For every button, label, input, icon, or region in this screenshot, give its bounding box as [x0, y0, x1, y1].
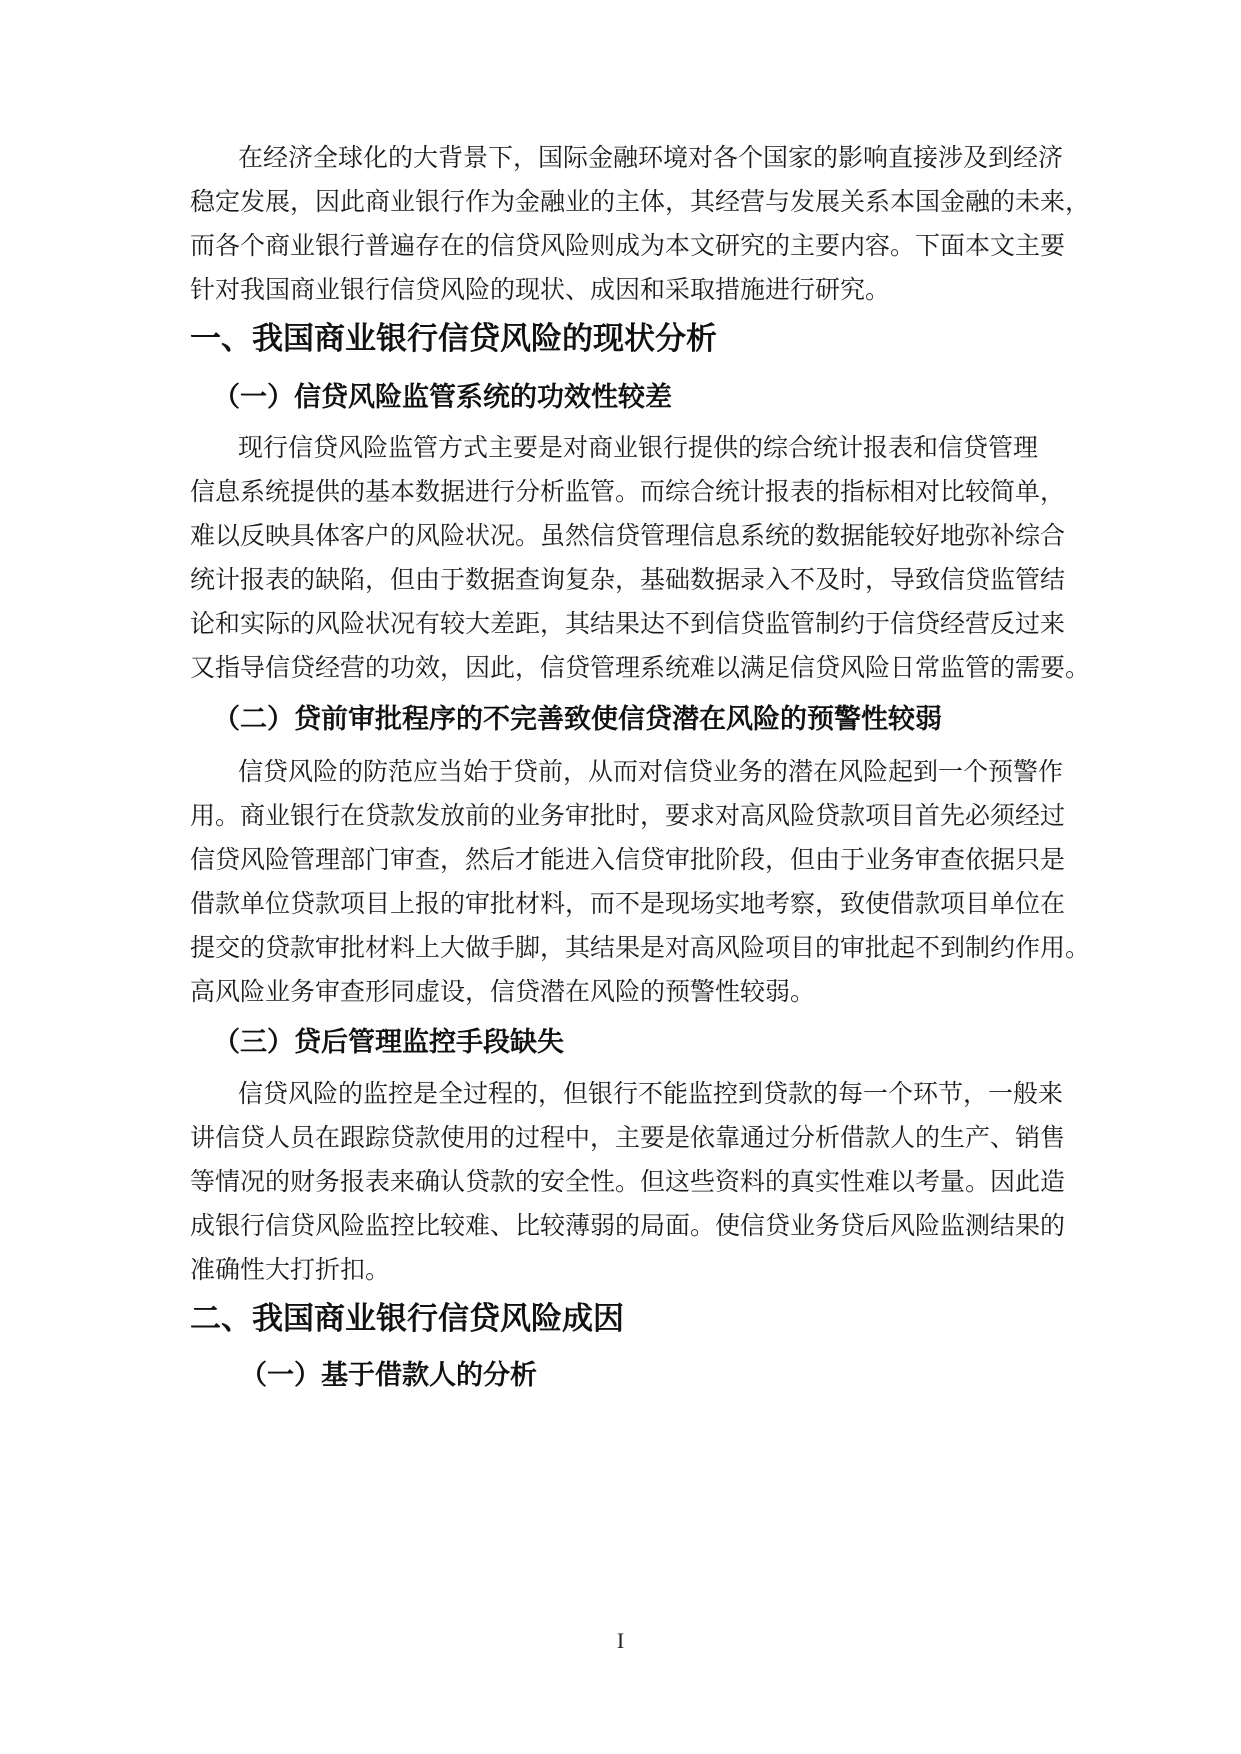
- paragraph-line: 讲信贷人员在跟踪贷款使用的过程中，主要是依靠通过分析借款人的生产、销售: [190, 1123, 1066, 1152]
- paragraph-line: 现行信贷风险监管方式主要是对商业银行提供的综合统计报表和信贷管理: [238, 433, 1039, 462]
- paragraph-line: 统计报表的缺陷，但由于数据查询复杂，基础数据录入不及时，导致信贷监管结: [190, 565, 1066, 594]
- page-number: I: [616, 1628, 625, 1653]
- paragraph-line: 借款单位贷款项目上报的审批材料，而不是现场实地考察，致使借款项目单位在: [190, 889, 1066, 918]
- paragraph-line: 信贷风险的防范应当始于贷前，从而对信贷业务的潜在风险起到一个预警作: [238, 757, 1064, 786]
- paragraph-line: 针对我国商业银行信贷风险的现状、成因和采取措施进行研究。: [190, 275, 891, 304]
- paragraph-line: 信息系统提供的基本数据进行分析监管。而综合统计报表的指标相对比较简单，: [190, 477, 1066, 506]
- subsection-heading: （二）贷前审批程序的不完善致使信贷潜在风险的预警性较弱: [213, 704, 942, 735]
- paragraph-line: 高风险业务审查形同虚设，信贷潜在风险的预警性较弱。: [190, 977, 816, 1006]
- paragraph-line: 稳定发展，因此商业银行作为金融业的主体，其经营与发展关系本国金融的未来，: [190, 187, 1091, 216]
- paragraph-line: 信贷风险的监控是全过程的，但银行不能监控到贷款的每一个环节，一般来: [238, 1079, 1064, 1108]
- paragraph-line: 论和实际的风险状况有较大差距，其结果达不到信贷监管制约于信贷经营反过来: [190, 609, 1066, 638]
- paragraph-line: 准确性大打折扣。: [190, 1255, 391, 1284]
- subsection-heading: （一）基于借款人的分析: [240, 1360, 537, 1391]
- paragraph-line: 用。商业银行在贷款发放前的业务审批时，要求对高风险贷款项目首先必须经过: [190, 801, 1066, 830]
- paragraph-line: 难以反映具体客户的风险状况。虽然信贷管理信息系统的数据能较好地弥补综合: [190, 521, 1066, 550]
- paragraph-line: 等情况的财务报表来确认贷款的安全性。但这些资料的真实性难以考量。因此造: [190, 1167, 1066, 1196]
- paragraph-line: 提交的贷款审批材料上大做手脚，其结果是对高风险项目的审批起不到制约作用。: [190, 933, 1091, 962]
- subsection-heading: （三）贷后管理监控手段缺失: [213, 1027, 564, 1058]
- subsection-heading: （一）信贷风险监管系统的功效性较差: [213, 382, 672, 413]
- paragraph-line: 而各个商业银行普遍存在的信贷风险则成为本文研究的主要内容。下面本文主要: [190, 231, 1066, 260]
- paragraph-line: 又指导信贷经营的功效，因此，信贷管理系统难以满足信贷风险日常监管的需要。: [190, 653, 1091, 682]
- paragraph-line: 信贷风险管理部门审查，然后才能进入信贷审批阶段，但由于业务审查依据只是: [190, 845, 1066, 874]
- section-heading: 二、我国商业银行信贷风险成因: [190, 1301, 624, 1337]
- section-heading: 一、我国商业银行信贷风险的现状分析: [190, 321, 717, 357]
- paragraph-line: 成银行信贷风险监控比较难、比较薄弱的局面。使信贷业务贷后风险监测结果的: [190, 1211, 1066, 1240]
- paragraph-line: 在经济全球化的大背景下，国际金融环境对各个国家的影响直接涉及到经济: [238, 143, 1064, 172]
